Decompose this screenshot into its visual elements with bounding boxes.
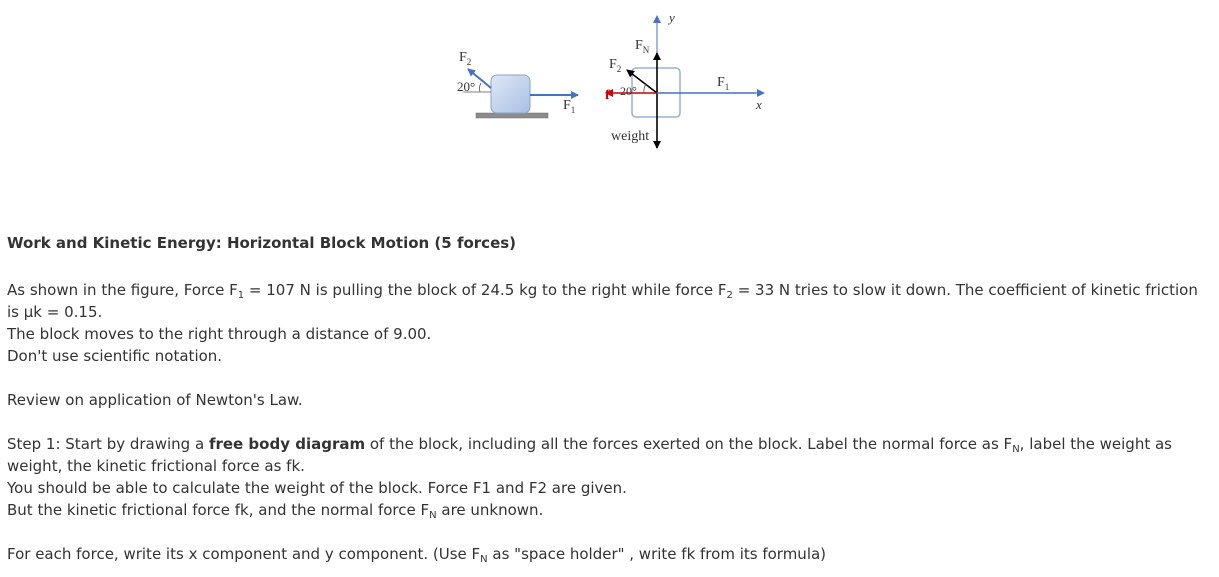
calc-line: You should be able to calculate the weight of the block. Force F1 and F2 are given. xyxy=(7,479,627,497)
y-axis-label: y xyxy=(669,10,675,25)
problem-statement: As shown in the figure, Force $F_1 = 107$ N is pulling the block of 24.5 kg to the right while force $F_2 = 33$ N tries to slow it down. The coefficient of kinetic friction is μk = 0.15. xyxy=(7,281,1198,321)
left-diagram xyxy=(457,50,578,118)
friction-label: f xyxy=(605,88,610,103)
problem-title: Work and Kinetic Energy: Horizontal Block Motion (5 forces) xyxy=(7,234,517,252)
distance-line: The block moves to the right through a distance of 9.00. xyxy=(7,325,432,343)
force2-label: $F_2$ xyxy=(459,50,472,67)
force1-label: $F_1$ xyxy=(563,98,576,115)
step1-instructions: Step 1: Start by drawing a free body diagram of the block, including all the forces exerted on the block. Label the normal force as $F_N$, label the weight as weight, the kinetic frictional force as fk. xyxy=(7,435,1172,475)
fbd-force1-label: $F_1$ xyxy=(717,75,730,92)
free-body-diagram xyxy=(605,10,764,148)
force-diagram-figure xyxy=(0,0,800,200)
notation-line: Don't use scientific notation. xyxy=(7,347,223,365)
ground-surface xyxy=(476,113,548,118)
x-axis-label: x xyxy=(756,97,762,112)
block xyxy=(491,75,530,113)
unknowns-line: But the kinetic frictional force fk, and the normal force $F_N$ are unknown. xyxy=(7,501,544,521)
weight-label: weight xyxy=(611,129,650,144)
angle-label: 20° xyxy=(457,79,476,94)
angle-arc xyxy=(479,83,481,92)
fbd-angle-label: 20° xyxy=(620,84,637,98)
fbd-force2-label: $F_2$ xyxy=(609,57,622,74)
fbd-angle-arc xyxy=(644,84,646,93)
review-line: Review on application of Newton's Law. xyxy=(7,391,303,409)
normal-force-label: $F_N$ xyxy=(635,38,650,55)
components-instructions: For each force, write its x component and y component. (Use $F_N$ as "space holder" , write fk from its formula) xyxy=(7,545,827,565)
